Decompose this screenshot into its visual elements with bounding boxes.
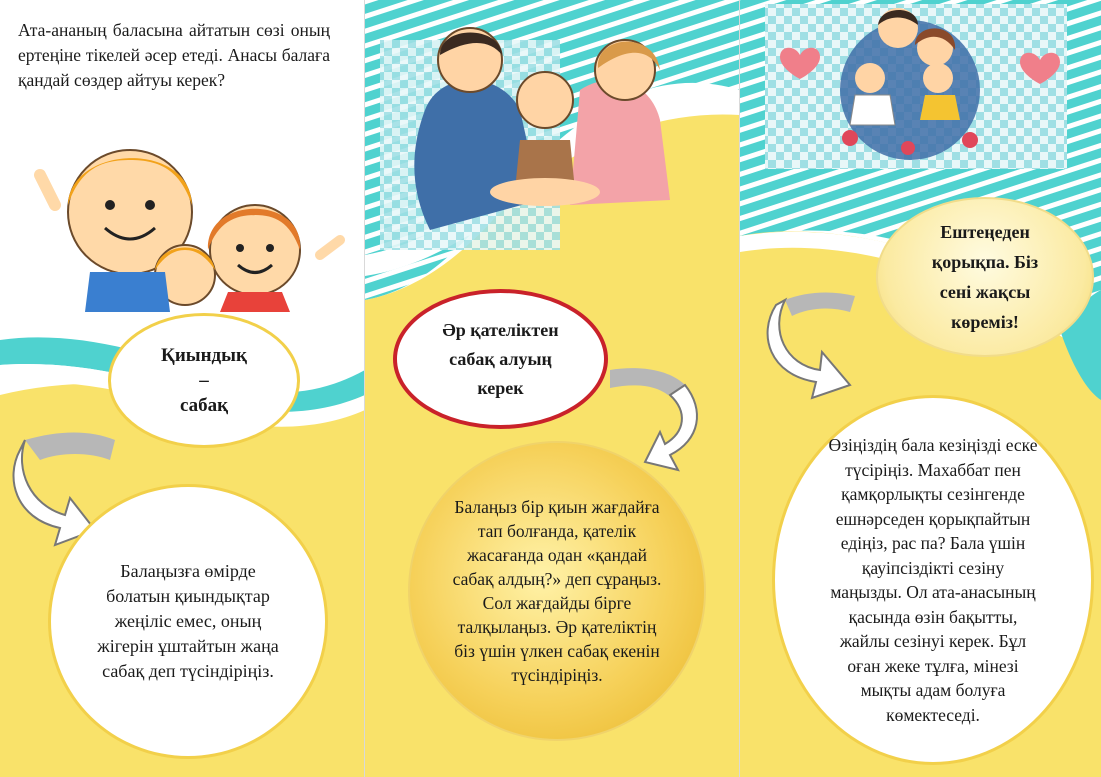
- difficulty-explanation-bubble: [48, 484, 328, 759]
- bubble-title: Әр қателіктен сабақ алуың керек: [442, 319, 559, 398]
- bubble-body: Өзіңіздің бала кезіңізді еске түсіріңіз. Махаббат пен қамқорлықты сезінгенде ешнәрседен қорықпайтын едіңіз, рас па? Бала үшін қауіпсіздікті сезіну маңызды. Ол ата-анасының қасында өзін бақытты, жайлы сезінуі керек. Бұл оған жеке тұлға, мінезі мықты адам болуға көмектеседі.: [828, 435, 1038, 725]
- dont-be-afraid-bubble: [876, 197, 1094, 357]
- panel-divider-1: [364, 0, 365, 777]
- learn-from-mistakes-bubble: [393, 289, 608, 429]
- intro-paragraph: Ата-ананың баласына айтатын сөзі оның ертеңіне тікелей әсер етеді. Анасы балаға қандай сөздер айтуы керек?: [18, 20, 330, 90]
- waving-children-icon: [40, 150, 340, 312]
- bubble-title: Ештеңеден қорықпа. Біз сені жақсы көреміз!: [931, 222, 1039, 332]
- bubble-title: Қиындық – сабақ: [161, 345, 247, 416]
- difficulty-lesson-bubble: [108, 313, 300, 448]
- bubble-body: Балаңыз бір қиын жағдайға тап болғанда, қателік жасағанда одан «қандай сабақ алдың?» деп сұраңыз. Сол жағдайды бірге талқылаңыз. Әр қателіктің біз үшін үлкен сабақ екенін түсіндіріңіз.: [452, 497, 662, 685]
- mistakes-explanation-bubble: [408, 441, 706, 741]
- bubble-body: Балаңызға өмірде болатын қиындықтар жеңіліс емес, оның жігерін ұштайтын жаңа сабақ деп түсіндіріңіз.: [97, 561, 279, 681]
- panel-divider-2: [739, 0, 740, 777]
- safety-explanation-bubble: [772, 395, 1094, 765]
